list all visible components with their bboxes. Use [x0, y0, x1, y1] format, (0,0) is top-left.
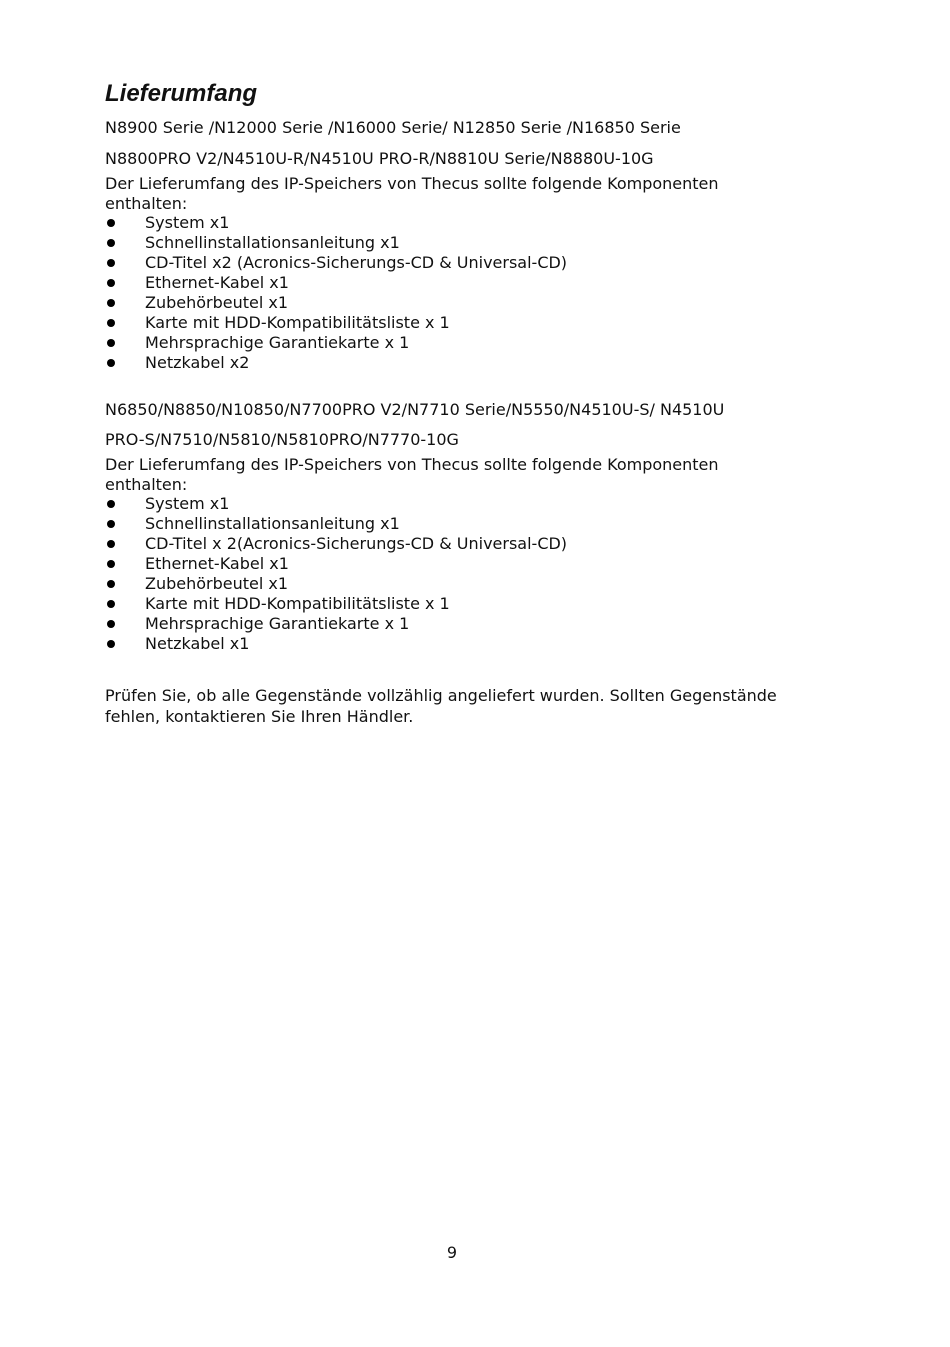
section1-item-list — [105, 213, 567, 373]
section2-model-line-1: N6850/N8850/N10850/N7700PRO V2/N7710 Serie/N5550/N4510U-S/ N4510U — [105, 400, 725, 419]
list-item-label: Netzkabel x2 — [145, 353, 250, 372]
list-item — [105, 534, 567, 554]
section1-model-line-1: N8900 Serie /N12000 Serie /N16000 Serie/ N12850 Serie /N16850 Serie — [105, 118, 681, 137]
list-item-label: Zubehörbeutel x1 — [145, 293, 289, 312]
bullet-icon — [107, 239, 115, 247]
list-item — [105, 353, 567, 373]
list-item-label: Ethernet-Kabel x1 — [145, 273, 289, 292]
list-item-label: Schnellinstallationsanleitung x1 — [145, 514, 400, 533]
bullet-icon — [107, 339, 115, 347]
list-item-label: Karte mit HDD-Kompatibilitätsliste x 1 — [145, 313, 450, 332]
bullet-icon — [107, 219, 115, 227]
list-item-label: Schnellinstallationsanleitung x1 — [145, 233, 400, 252]
list-item-label: Karte mit HDD-Kompatibilitätsliste x 1 — [145, 594, 450, 613]
list-item — [105, 554, 567, 574]
bullet-icon — [107, 540, 115, 548]
bullet-icon — [107, 640, 115, 648]
bullet-icon — [107, 580, 115, 588]
section2-item-list — [105, 494, 567, 654]
section1-model-line-2: N8800PRO V2/N4510U-R/N4510U PRO-R/N8810U Serie/N8880U-10G — [105, 149, 654, 168]
bullet-icon — [107, 560, 115, 568]
bullet-icon — [107, 259, 115, 267]
page-number: 9 — [446, 1243, 458, 1262]
list-item-label: Netzkabel x1 — [145, 634, 250, 653]
list-item-label: Mehrsprachige Garantiekarte x 1 — [145, 333, 410, 352]
bullet-icon — [107, 620, 115, 628]
list-item — [105, 253, 567, 273]
list-item-label: CD-Titel x2 (Acronics-Sicherungs-CD & Universal-CD) — [145, 253, 568, 272]
section2-intro: Der Lieferumfang des IP-Speichers von Thecus sollte folgende Komponenten enthalten: — [105, 455, 719, 494]
bullet-icon — [107, 520, 115, 528]
list-item — [105, 233, 567, 253]
bullet-icon — [107, 279, 115, 287]
list-item — [105, 574, 567, 594]
list-item — [105, 614, 567, 634]
list-item — [105, 514, 567, 534]
list-item-label: Zubehörbeutel x1 — [145, 574, 289, 593]
section2-model-line-2: PRO-S/N7510/N5810/N5810PRO/N7770-10G — [105, 430, 459, 449]
page-title: Lieferumfang — [105, 80, 258, 107]
closing-note: Prüfen Sie, ob alle Gegenstände vollzählig angeliefert wurden. Sollten Gegenstände fehlen, kontaktieren Sie Ihren Händler. — [105, 686, 777, 726]
list-item-label: System x1 — [145, 213, 230, 232]
list-item-label: Ethernet-Kabel x1 — [145, 554, 289, 573]
bullet-icon — [107, 600, 115, 608]
bullet-icon — [107, 359, 115, 367]
list-item — [105, 213, 567, 233]
list-item-label: Mehrsprachige Garantiekarte x 1 — [145, 614, 410, 633]
list-item-label: CD-Titel x 2(Acronics-Sicherungs-CD & Universal-CD) — [145, 534, 568, 553]
list-item — [105, 634, 567, 654]
bullet-icon — [107, 299, 115, 307]
list-item — [105, 333, 567, 353]
bullet-icon — [107, 319, 115, 327]
list-item — [105, 273, 567, 293]
list-item — [105, 293, 567, 313]
list-item-label: System x1 — [145, 494, 230, 513]
bullet-icon — [107, 500, 115, 508]
list-item — [105, 313, 567, 333]
list-item — [105, 594, 567, 614]
section1-intro: Der Lieferumfang des IP-Speichers von Thecus sollte folgende Komponenten enthalten: — [105, 174, 719, 213]
list-item — [105, 494, 567, 514]
